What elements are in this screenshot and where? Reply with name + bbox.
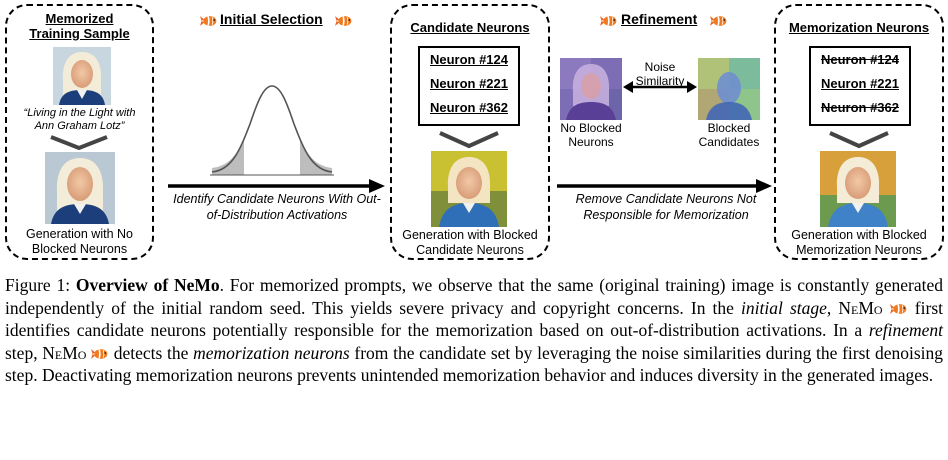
caption-text: first identifies candidate neurons potentially responsible for the memorization based on out-of-distribution activations. In a (5, 297, 943, 341)
caption-italic: memorization neurons (193, 342, 350, 363)
noise-image-no-blocked (560, 58, 622, 120)
chevron-down-icon (49, 135, 109, 151)
neuron-item: Neuron #221 (820, 76, 900, 91)
noise-similarity-label: Noise Similarity (635, 60, 685, 88)
panel-title: Memorization Neurons (788, 20, 930, 35)
refinement-header (600, 11, 740, 31)
panel-title: Candidate Neurons (410, 20, 530, 35)
caption-italic: initial stage (741, 297, 827, 318)
nemo-name: NeMo (42, 342, 87, 363)
clownfish-icon (200, 14, 218, 28)
neuron-item: Neuron #221 (429, 76, 509, 91)
neuron-item: Neuron #124 (429, 52, 509, 67)
generated-image-no-block (45, 152, 115, 224)
training-caption: Generation with No Blocked Neurons (25, 227, 133, 256)
clownfish-icon (600, 14, 618, 28)
chevron-down-icon (438, 131, 500, 149)
caption-text: step, (5, 342, 43, 363)
refinement-description: Remove Candidate Neurons Not Responsible for Memorization (575, 192, 757, 222)
memorization-caption: Generation with Blocked Memorization Neurons (791, 228, 927, 257)
memorization-neurons-panel (774, 4, 944, 260)
caption-italic: refinement (868, 320, 943, 341)
nemo-name: NeMo (838, 297, 883, 318)
caption-text: . For memorized prompts, we observe that the same (original training) image is constantly generated independently of the initial random seed. This yields severe privacy and copyright concerns. In the (5, 275, 944, 318)
training-sample-panel (5, 4, 154, 260)
refinement-title: Refinement (621, 11, 698, 27)
blocked-candidates-label: Blocked Candidates (698, 121, 760, 149)
gaussian-distribution-icon (208, 80, 336, 178)
candidate-neurons-panel (390, 4, 550, 260)
no-blocked-neurons-label: No Blocked Neurons (560, 121, 622, 149)
clownfish-icon (335, 14, 353, 28)
initial-selection-description: Identify Candidate Neurons With Out-of-Distribution Activations (173, 192, 381, 222)
clownfish-icon (890, 302, 908, 316)
figure-label: Figure 1: (5, 275, 71, 295)
clownfish-icon (91, 347, 109, 361)
figure-bold-title: Overview of NeMo (75, 275, 220, 295)
neuron-item-removed: Neuron #362 (820, 100, 900, 115)
figure-caption (5, 274, 943, 387)
chevron-down-icon (828, 131, 890, 149)
generated-image-blocked-candidates (431, 151, 507, 227)
caption-text: detects the (109, 342, 194, 363)
generated-image-blocked-memorization (820, 151, 896, 227)
neuron-item: Neuron #362 (429, 100, 509, 115)
initial-selection-title: Initial Selection (220, 11, 323, 27)
candidate-caption: Generation with Blocked Candidate Neurons (402, 228, 538, 257)
clownfish-icon (710, 14, 728, 28)
caption-text: from the candidate set by leveraging the noise similarities during the first denoising step. Deactivating memorization neurons prevents unintended memorization behavior and induces diversity in the generated images. (5, 342, 943, 386)
neuron-list (418, 46, 520, 126)
training-prompt: “Living in the Light with Ann Graham Lotz” (23, 107, 136, 132)
neuron-list (809, 46, 911, 126)
initial-selection-header (200, 11, 360, 31)
training-image (53, 47, 111, 105)
caption-text: , (826, 297, 839, 318)
panel-title: Memorized Training Sample (29, 11, 130, 41)
noise-image-blocked-candidates (698, 58, 760, 120)
neuron-item-removed: Neuron #124 (820, 52, 900, 67)
